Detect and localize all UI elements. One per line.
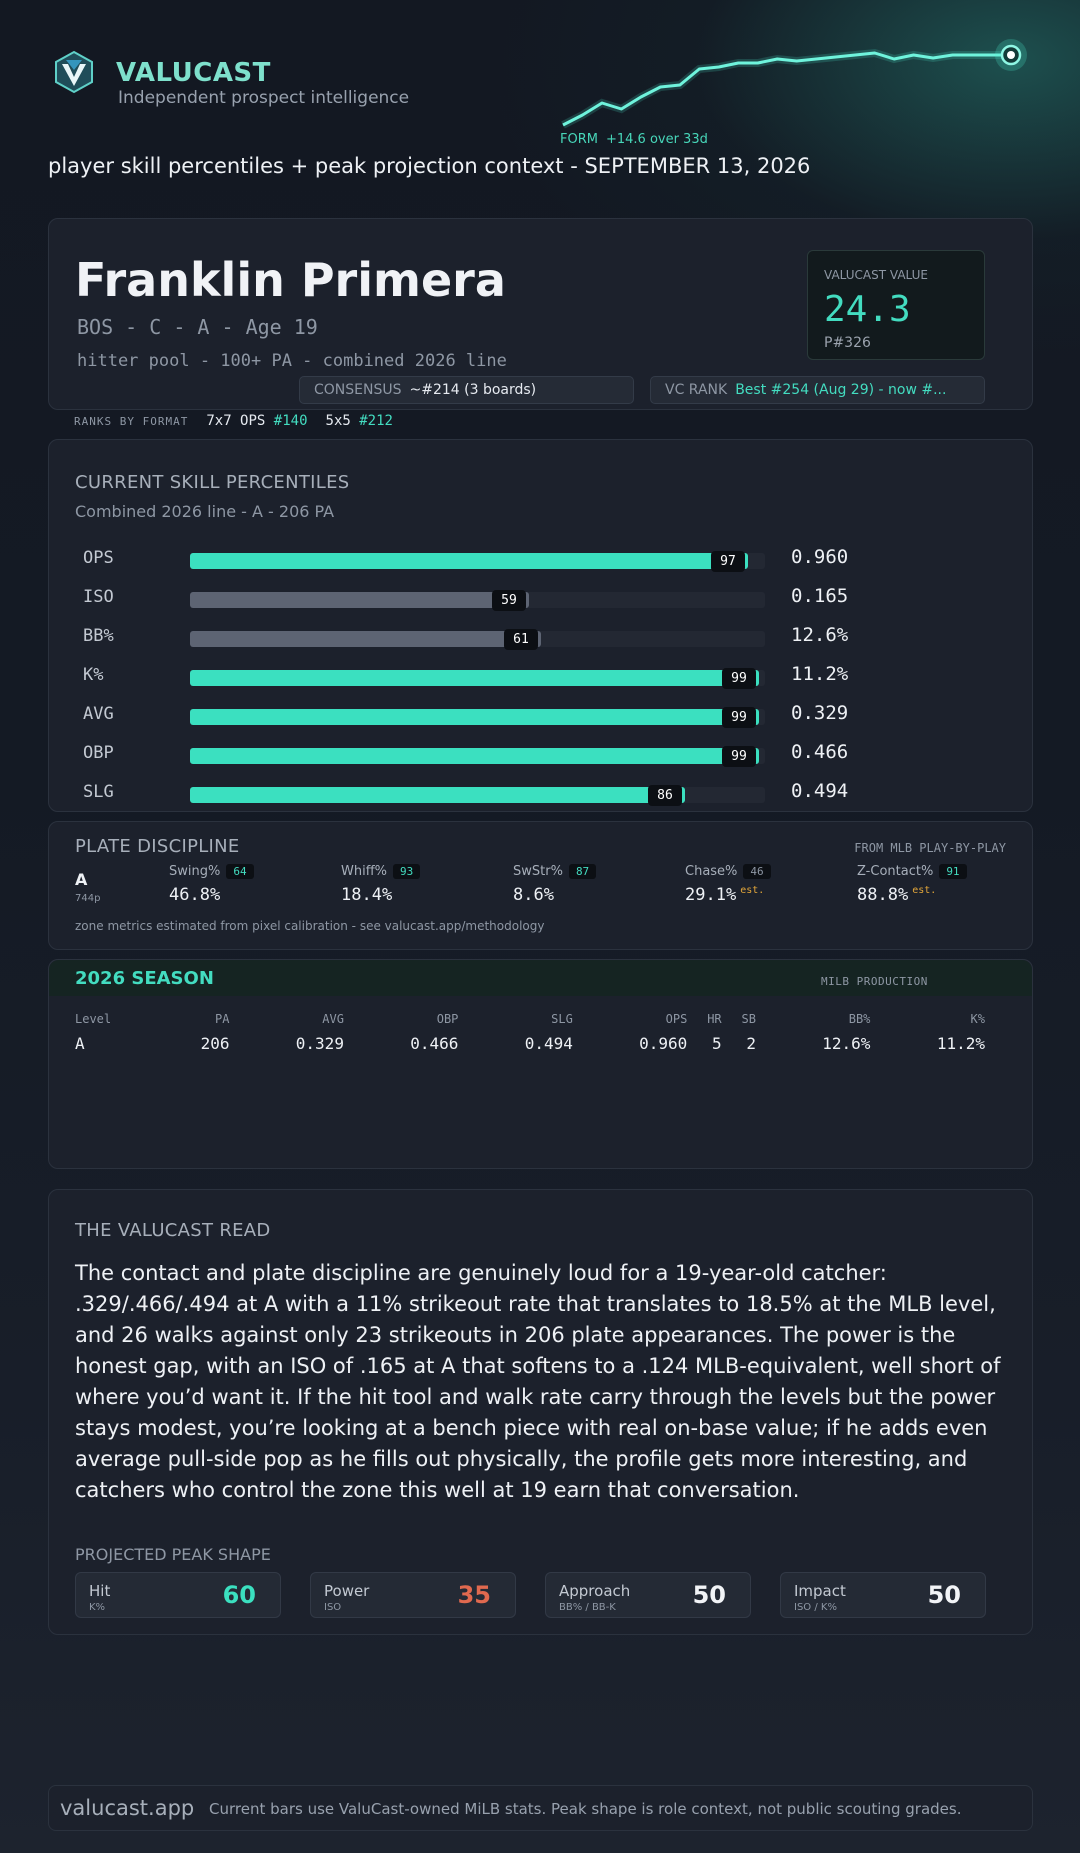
table-cell: 0.466 [410,1034,459,1053]
stat-value: 0.329 [791,702,849,724]
bar-fill [190,592,529,608]
bar-fill [190,670,759,686]
season-table [75,1012,985,1053]
peak-value: 35 [457,1581,491,1609]
peak-sub: ISO [324,1602,342,1613]
bar-label: ISO [83,587,114,607]
metric-name: Whiff% [341,864,388,879]
peak-sub: K% [89,1602,106,1613]
section-title: THE VALUCAST READ [75,1220,271,1241]
metric-percentile: 46 [743,864,770,879]
metric-value: 8.6% [513,885,554,905]
plate-pitches: 744p [75,893,101,904]
bar-track [190,670,765,686]
table-cell: 2 [746,1034,756,1053]
metric-name: Chase% [685,864,738,879]
footer-text: Current bars use ValuCast-owned MiLB stats. Peak shape is role context, not public scouting grades. [209,1800,962,1818]
brand-tagline: Independent prospect intelligence [118,88,410,108]
ranks-label: RANKS BY FORMAT [74,415,189,428]
metric-value: 29.1% [685,885,737,905]
section-subtitle: Combined 2026 line - A - 206 PA [75,502,335,521]
metric-header [341,864,420,879]
bar-label: K% [83,665,104,685]
bar-fill [190,553,748,569]
peak-sub: BB% / BB-K [559,1602,616,1613]
bar-label: OBP [83,743,114,763]
percentile-badge: 99 [722,707,756,728]
percentile-row [49,660,1034,690]
metric-percentile: 87 [569,864,596,879]
metric-value-row [685,885,771,905]
metric-name: SwStr% [513,864,563,879]
season-tag: MILB PRODUCTION [821,975,928,988]
format-rank: #140 [273,413,308,429]
player-pool: hitter pool - 100+ PA - combined 2026 line [77,351,507,371]
plate-source: FROM MLB PLAY-BY-PLAY [854,841,1006,855]
plate-discipline-card [48,821,1033,950]
page-subtitle: player skill percentiles + peak projection context - SEPTEMBER 13, 2026 [48,154,811,178]
season-body [75,1034,985,1053]
metric-value-row [169,885,254,905]
peak-name: Hit [89,1582,111,1600]
percentile-row [49,543,1034,573]
column-header: HR [707,1012,722,1026]
percentile-row [49,699,1034,729]
season-title: 2026 SEASON [75,968,214,989]
peak-title: PROJECTED PEAK SHAPE [75,1545,271,1564]
format-name: 7x7 OPS [206,413,266,429]
form-title: FORM [560,132,598,147]
peak-name: Impact [794,1582,846,1600]
bar-label: OPS [83,548,114,568]
percentile-row [49,621,1034,651]
percentile-badge: 97 [711,551,745,572]
value-label: VALUCAST VALUE [824,268,928,282]
column-header: PA [215,1012,230,1026]
stat-value: 12.6% [791,624,849,646]
bar-label: SLG [83,782,114,802]
stat-value: 0.494 [791,780,849,802]
peak-value: 60 [222,1581,256,1609]
metric-value-row [341,885,420,905]
table-cell: 5 [712,1034,722,1053]
metric-header [513,864,596,879]
metric-value: 46.8% [169,885,221,905]
player-meta: BOS - C - A - Age 19 [77,315,318,339]
valucast-read-card [48,1189,1033,1635]
plate-note: zone metrics estimated from pixel calibration - see valucast.app/methodology [75,919,545,933]
bar-track [190,787,765,803]
column-header: SB [741,1012,756,1026]
season-header-row [75,1012,985,1034]
bar-track [190,592,765,608]
percentile-badge: 99 [722,746,756,767]
percentile-row [49,738,1034,768]
section-title: CURRENT SKILL PERCENTILES [75,472,350,493]
form-line-glow [563,53,1011,125]
footer [48,1785,1033,1831]
column-header: OBP [436,1012,459,1026]
brand-name: VALUCAST [116,58,271,88]
plate-metric [513,864,596,905]
format-rank: #212 [359,413,393,429]
player-name: Franklin Primera [75,253,506,307]
plate-metric [685,864,771,905]
bar-fill [190,631,541,647]
peak-sub: ISO / K% [794,1602,837,1613]
valucast-value-box [807,250,985,360]
metric-percentile: 91 [939,864,966,879]
plate-metric [857,864,967,905]
read-text: The contact and plate discipline are genuinely loud for a 19-year-old catcher: .329/.466/.494 at A with a 11% strikeout rate that translates to 18.5% at the MLB level, and 26 walks against only 23 strikeouts in 206 plate appearances. The power is the honest gap, with an ISO of .165 at A that softens to a .124 MLB-equivalent, well short of where you’d want it. If the hit tool and walk rate carry through the levels but the power stays modest, you’re looking at a bench piece with real on-base value; if he adds even average pull-side pop as he fills out physically, the profile gets more interesting, and catchers who control the zone this well at 19 earn that conversation. [75,1261,1001,1502]
metric-value-row [857,885,967,905]
metric-name: Swing% [169,864,221,879]
stat-value: 0.165 [791,585,849,607]
column-header: BB% [848,1012,871,1026]
column-header: OPS [665,1012,688,1026]
estimate-tag: est. [912,885,937,897]
metric-percentile: 64 [226,864,253,879]
form-endpoint-dot [1007,51,1015,59]
consensus-label: CONSENSUS [314,382,402,398]
stat-value: 0.466 [791,741,849,763]
valucast-logo-icon [52,50,96,94]
metric-header [169,864,254,879]
percentile-badge: 86 [648,785,682,806]
metric-value: 88.8% [857,885,909,905]
form-delta: +14.6 over 33d [605,132,708,147]
value-rank: P#326 [824,335,871,351]
peak-card [545,1572,751,1618]
table-row [75,1034,985,1053]
peak-name: Power [324,1582,370,1600]
percentile-row [49,777,1034,807]
column-header: AVG [322,1012,344,1026]
plate-metric [169,864,254,905]
column-header: SLG [551,1012,573,1026]
player-card [48,218,1033,410]
percentile-row [49,582,1034,612]
peak-name: Approach [559,1582,631,1600]
column-header: Level [75,1012,112,1026]
percentile-badge: 99 [722,668,756,689]
bar-track [190,709,765,725]
peak-card [780,1572,986,1618]
stat-value: 11.2% [791,663,849,685]
season-card [48,959,1033,1169]
bar-track [190,631,765,647]
stat-value: 0.960 [791,546,849,568]
table-cell: 206 [200,1034,230,1053]
metric-name: Z-Contact% [857,864,934,879]
plate-level: A [75,870,88,889]
bar-label: BB% [83,626,114,646]
bar-track [190,553,765,569]
peak-value: 50 [927,1581,961,1609]
metric-header [685,864,771,879]
consensus-chip [299,376,634,404]
metric-value: 18.4% [341,885,393,905]
bar-fill [190,748,759,764]
bar-fill [190,709,759,725]
metric-value-row [513,885,596,905]
bar-fill [190,787,685,803]
form-label [560,132,708,147]
table-cell: 11.2% [936,1034,985,1053]
skill-percentiles-card [48,439,1033,812]
bar-track [190,748,765,764]
format-name: 5x5 [325,413,351,429]
table-cell: 0.960 [639,1034,688,1053]
form-sparkline [555,25,1035,140]
consensus-value: ~#214 (3 boards) [409,382,537,398]
ranks-by-format [74,413,411,429]
section-title: PLATE DISCIPLINE [75,836,240,857]
vc-rank-value: Best #254 (Aug 29) - now #... [735,382,947,398]
metric-percentile: 93 [393,864,420,879]
vc-rank-chip [650,376,985,404]
peak-value: 50 [692,1581,726,1609]
footer-brand[interactable]: valucast.app [60,1796,195,1820]
value-number: 24.3 [824,289,911,330]
table-cell: 0.329 [295,1034,344,1053]
table-cell: 12.6% [822,1034,871,1053]
estimate-tag: est. [740,885,765,897]
percentile-badge: 59 [492,590,526,611]
table-cell: A [75,1034,85,1053]
percentile-badge: 61 [504,629,538,650]
metric-header [857,864,967,879]
plate-metric [341,864,420,905]
peak-card [75,1572,281,1618]
bar-label: AVG [83,704,114,724]
table-cell: 0.494 [524,1034,573,1053]
peak-card [310,1572,516,1618]
column-header: K% [970,1012,985,1026]
vc-rank-label: VC RANK [665,382,728,398]
